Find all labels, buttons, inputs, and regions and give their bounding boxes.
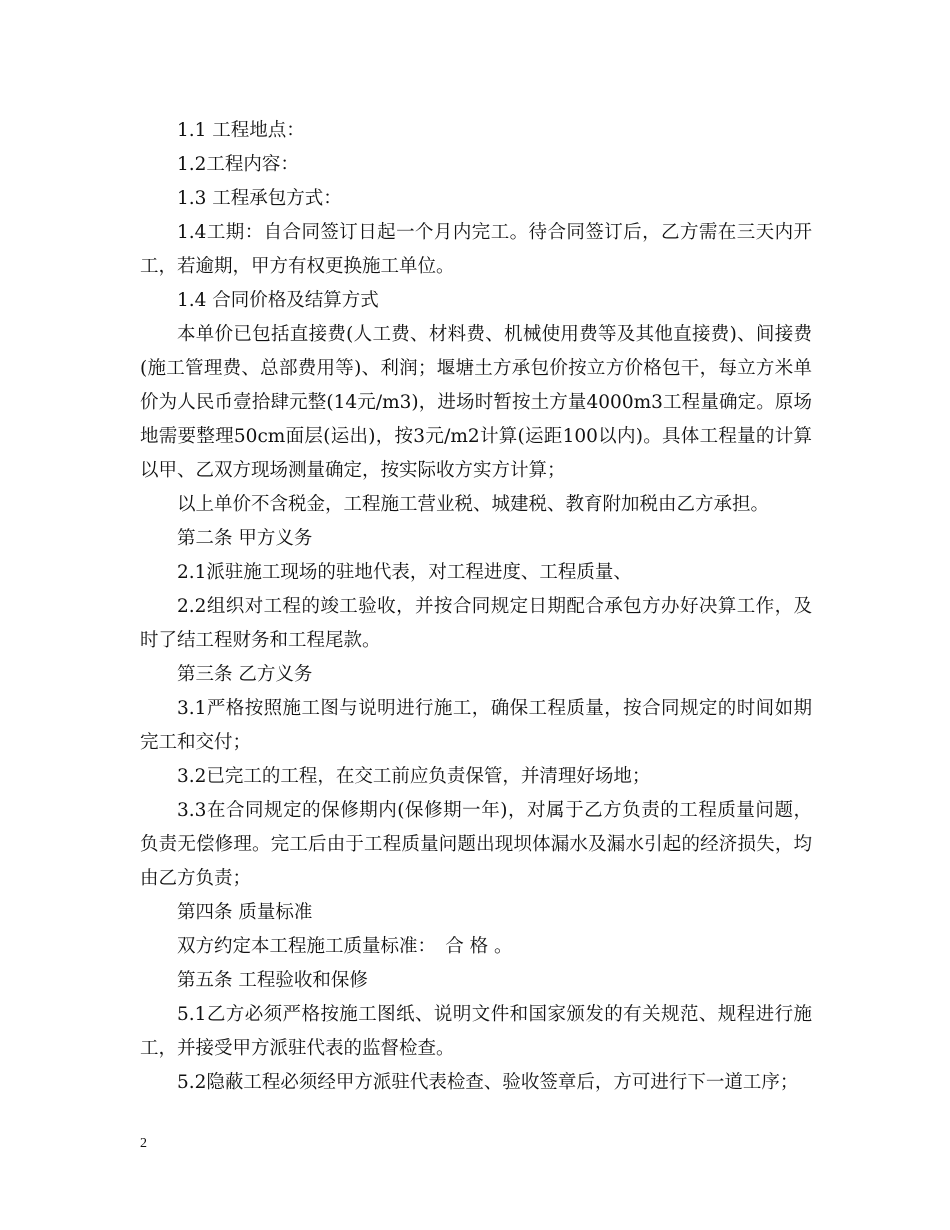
heading-article-5: 第五条 工程验收和保修 <box>177 970 368 991</box>
para-tax: 以上单价不含税金，工程施工营业税、城建税、教育附加税由乙方承担。 <box>177 494 770 515</box>
para-1-4-duration: 1.4工期：自合同签订日起一个月内完工。待合同签订后，乙方需在三天内开工，若逾期，甲方有权更换施工单位。 <box>140 222 812 277</box>
para-3-2: 3.2已完工的工程，在交工前应负责保管，并清理好场地； <box>177 766 651 787</box>
para-unit-price: 本单价已包括直接费(人工费、材料费、机械使用费等及其他直接费)、间接费(施工管理费、总部费用等)、利润；堰塘土方承包价按立方价格包干，每立方米单价为人民币壹拾肆元整(14元/m3)，进场时暂按土方量4000m3工程量确定。原场地需要整理50cm面层(运出)，按3元/m2计算(运距100以内)。具体工程量的计算以甲、乙双方现场测量确定，按实际收方实方计算； <box>140 324 812 481</box>
para-1-1-location: 1.1 工程地点： <box>177 120 305 141</box>
heading-article-2: 第二条 甲方义务 <box>177 528 313 549</box>
para-quality-standard: 双方约定本工程施工质量标准： 合 格 。 <box>177 936 513 957</box>
para-2-2: 2.2组织对工程的竣工验收，并按合同规定日期配合承包方办好决算工作，及时了结工程财务和工程尾款。 <box>140 596 812 651</box>
para-5-2: 5.2隐蔽工程必须经甲方派驻代表检查、验收签章后，方可进行下一道工序； <box>177 1072 799 1093</box>
heading-article-3: 第三条 乙方义务 <box>177 664 313 685</box>
para-1-2-content: 1.2工程内容： <box>177 154 299 175</box>
page-number: 2 <box>140 1136 147 1151</box>
para-5-1: 5.1乙方必须严格按施工图纸、说明文件和国家颁发的有关规范、规程进行施工，并接受甲方派驻代表的监督检查。 <box>140 1004 812 1059</box>
document-body <box>140 114 812 1100</box>
para-2-1: 2.1派驻施工现场的驻地代表，对工程进度、工程质量、 <box>177 562 632 583</box>
para-1-4-price-settlement: 1.4 合同价格及结算方式 <box>177 290 379 311</box>
para-3-3: 3.3在合同规定的保修期内(保修期一年)，对属于乙方负责的工程质量问题，负责无偿修理。完工后由于工程质量问题出现坝体漏水及漏水引起的经济损失，均由乙方负责； <box>140 800 812 889</box>
para-1-3-contract-method: 1.3 工程承包方式： <box>177 188 342 209</box>
heading-article-4: 第四条 质量标准 <box>177 902 313 923</box>
para-3-1: 3.1严格按照施工图与说明进行施工，确保工程质量，按合同规定的时间如期完工和交付； <box>140 698 812 753</box>
